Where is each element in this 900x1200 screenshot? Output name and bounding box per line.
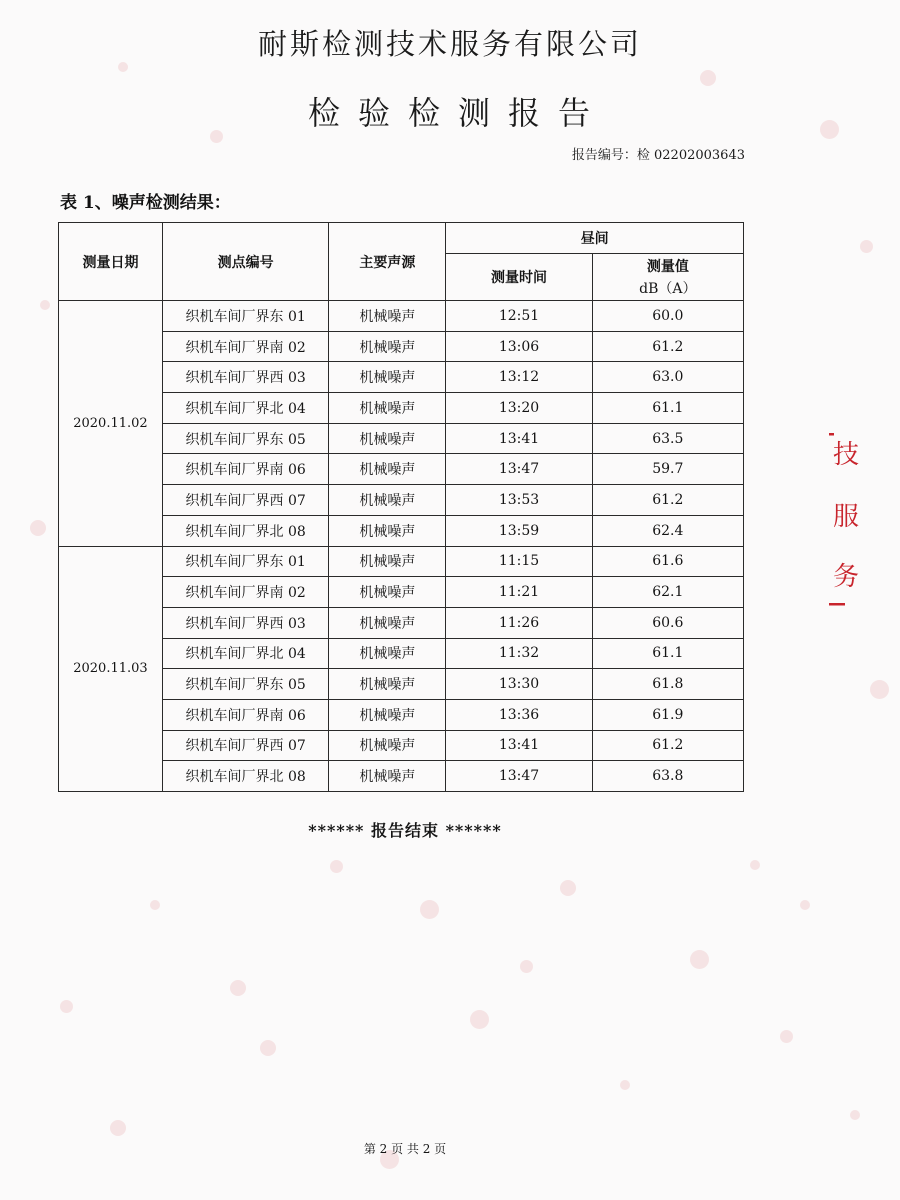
point-cell: 织机车间厂界西 07 — [162, 485, 328, 516]
paper-speckle — [780, 1030, 793, 1043]
value-cell: 61.1 — [592, 638, 743, 669]
page-footer: 第 2 页 共 2 页 — [363, 1142, 447, 1156]
time-cell: 13:47 — [446, 761, 592, 792]
point-cell: 织机车间厂界东 01 — [162, 546, 328, 577]
paper-speckle — [620, 1080, 630, 1090]
header-period: 昼间 — [446, 223, 744, 254]
point-cell: 织机车间厂界南 02 — [162, 577, 328, 608]
paper-speckle — [40, 300, 50, 310]
paper-speckle — [30, 520, 46, 536]
time-cell: 13:36 — [446, 699, 592, 730]
value-cell: 60.0 — [592, 301, 743, 332]
paper-speckle — [60, 1000, 73, 1013]
header-value-label: 测量值 — [646, 259, 689, 275]
point-cell: 织机车间厂界北 08 — [162, 515, 328, 546]
paper-speckle — [230, 980, 246, 996]
point-cell: 织机车间厂界西 03 — [162, 362, 328, 393]
point-cell: 织机车间厂界南 02 — [162, 331, 328, 362]
point-cell: 织机车间厂界南 06 — [162, 699, 328, 730]
company-name: 耐斯检测技术服务有限公司 — [257, 27, 642, 61]
header-source: 主要声源 — [329, 223, 446, 301]
point-cell: 织机车间厂界东 05 — [162, 669, 328, 700]
paper-speckle — [330, 860, 343, 873]
value-cell: 61.2 — [592, 485, 743, 516]
paper-speckle — [260, 1040, 276, 1056]
header-value-unit: dB（A） — [639, 281, 697, 297]
point-cell: 织机车间厂界东 01 — [162, 301, 328, 332]
report-end-marker: ****** 报告结束 ****** — [308, 821, 502, 840]
value-cell: 59.7 — [592, 454, 743, 485]
paper-speckle — [560, 880, 576, 896]
source-cell: 机械噪声 — [329, 638, 446, 669]
header-value — [592, 254, 743, 301]
paper-speckle — [520, 960, 533, 973]
paper-speckle — [850, 1110, 860, 1120]
source-cell: 机械噪声 — [329, 485, 446, 516]
seal-glyph: 技 — [832, 440, 860, 470]
header-point: 测点编号 — [162, 223, 328, 301]
source-cell: 机械噪声 — [329, 301, 446, 332]
table-caption: 表 1、噪声检测结果： — [60, 193, 231, 213]
paper-speckle — [118, 62, 128, 72]
paper-speckle — [690, 950, 709, 969]
paper-speckle — [420, 900, 439, 919]
source-cell: 机械噪声 — [329, 515, 446, 546]
value-cell: 62.1 — [592, 577, 743, 608]
point-cell: 织机车间厂界东 05 — [162, 423, 328, 454]
seal-mark — [829, 433, 834, 436]
source-cell: 机械噪声 — [329, 423, 446, 454]
time-cell: 13:41 — [446, 730, 592, 761]
value-cell: 60.6 — [592, 607, 743, 638]
table-row — [59, 301, 744, 332]
paper-speckle — [750, 860, 760, 870]
point-cell: 织机车间厂界西 07 — [162, 730, 328, 761]
source-cell: 机械噪声 — [329, 607, 446, 638]
time-cell: 11:15 — [446, 546, 592, 577]
value-cell: 61.9 — [592, 699, 743, 730]
value-cell: 61.2 — [592, 730, 743, 761]
paper-speckle — [860, 240, 873, 253]
time-cell: 11:26 — [446, 607, 592, 638]
report-title: 检验检测报告 — [307, 94, 608, 132]
report-number: 报告编号：检 02202003643 — [571, 148, 745, 163]
time-cell: 13:41 — [446, 423, 592, 454]
value-cell: 62.4 — [592, 515, 743, 546]
time-cell: 13:59 — [446, 515, 592, 546]
time-cell: 13:47 — [446, 454, 592, 485]
source-cell: 机械噪声 — [329, 393, 446, 424]
source-cell: 机械噪声 — [329, 577, 446, 608]
header-time: 测量时间 — [446, 254, 592, 301]
paper-speckle — [700, 70, 716, 86]
value-cell: 63.8 — [592, 761, 743, 792]
time-cell: 12:51 — [446, 301, 592, 332]
source-cell: 机械噪声 — [329, 331, 446, 362]
header-date: 测量日期 — [59, 223, 163, 301]
seal-glyph: 服 — [832, 502, 860, 532]
source-cell: 机械噪声 — [329, 730, 446, 761]
source-cell: 机械噪声 — [329, 669, 446, 700]
point-cell: 织机车间厂界南 06 — [162, 454, 328, 485]
paper-speckle — [470, 1010, 489, 1029]
time-cell: 11:32 — [446, 638, 592, 669]
date-cell: 2020.11.02 — [59, 301, 163, 547]
noise-results-table — [58, 222, 744, 792]
source-cell: 机械噪声 — [329, 454, 446, 485]
value-cell: 63.5 — [592, 423, 743, 454]
source-cell: 机械噪声 — [329, 761, 446, 792]
source-cell: 机械噪声 — [329, 546, 446, 577]
point-cell: 织机车间厂界西 03 — [162, 607, 328, 638]
table-row — [59, 546, 744, 577]
time-cell: 13:30 — [446, 669, 592, 700]
value-cell: 61.8 — [592, 669, 743, 700]
source-cell: 机械噪声 — [329, 362, 446, 393]
value-cell: 61.2 — [592, 331, 743, 362]
time-cell: 13:53 — [446, 485, 592, 516]
seal-glyph: 务 — [832, 562, 860, 592]
paper-speckle — [110, 1120, 126, 1136]
point-cell: 织机车间厂界北 04 — [162, 638, 328, 669]
value-cell: 61.6 — [592, 546, 743, 577]
paper-speckle — [800, 900, 810, 910]
time-cell: 13:06 — [446, 331, 592, 362]
source-cell: 机械噪声 — [329, 699, 446, 730]
table-body — [59, 301, 744, 792]
date-cell: 2020.11.03 — [59, 546, 163, 792]
paper-speckle — [150, 900, 160, 910]
value-cell: 61.1 — [592, 393, 743, 424]
time-cell: 11:21 — [446, 577, 592, 608]
value-cell: 63.0 — [592, 362, 743, 393]
seal-mark — [829, 603, 845, 606]
paper-speckle — [870, 680, 889, 699]
time-cell: 13:20 — [446, 393, 592, 424]
time-cell: 13:12 — [446, 362, 592, 393]
point-cell: 织机车间厂界北 08 — [162, 761, 328, 792]
seal-stamp — [826, 425, 866, 615]
point-cell: 织机车间厂界北 04 — [162, 393, 328, 424]
